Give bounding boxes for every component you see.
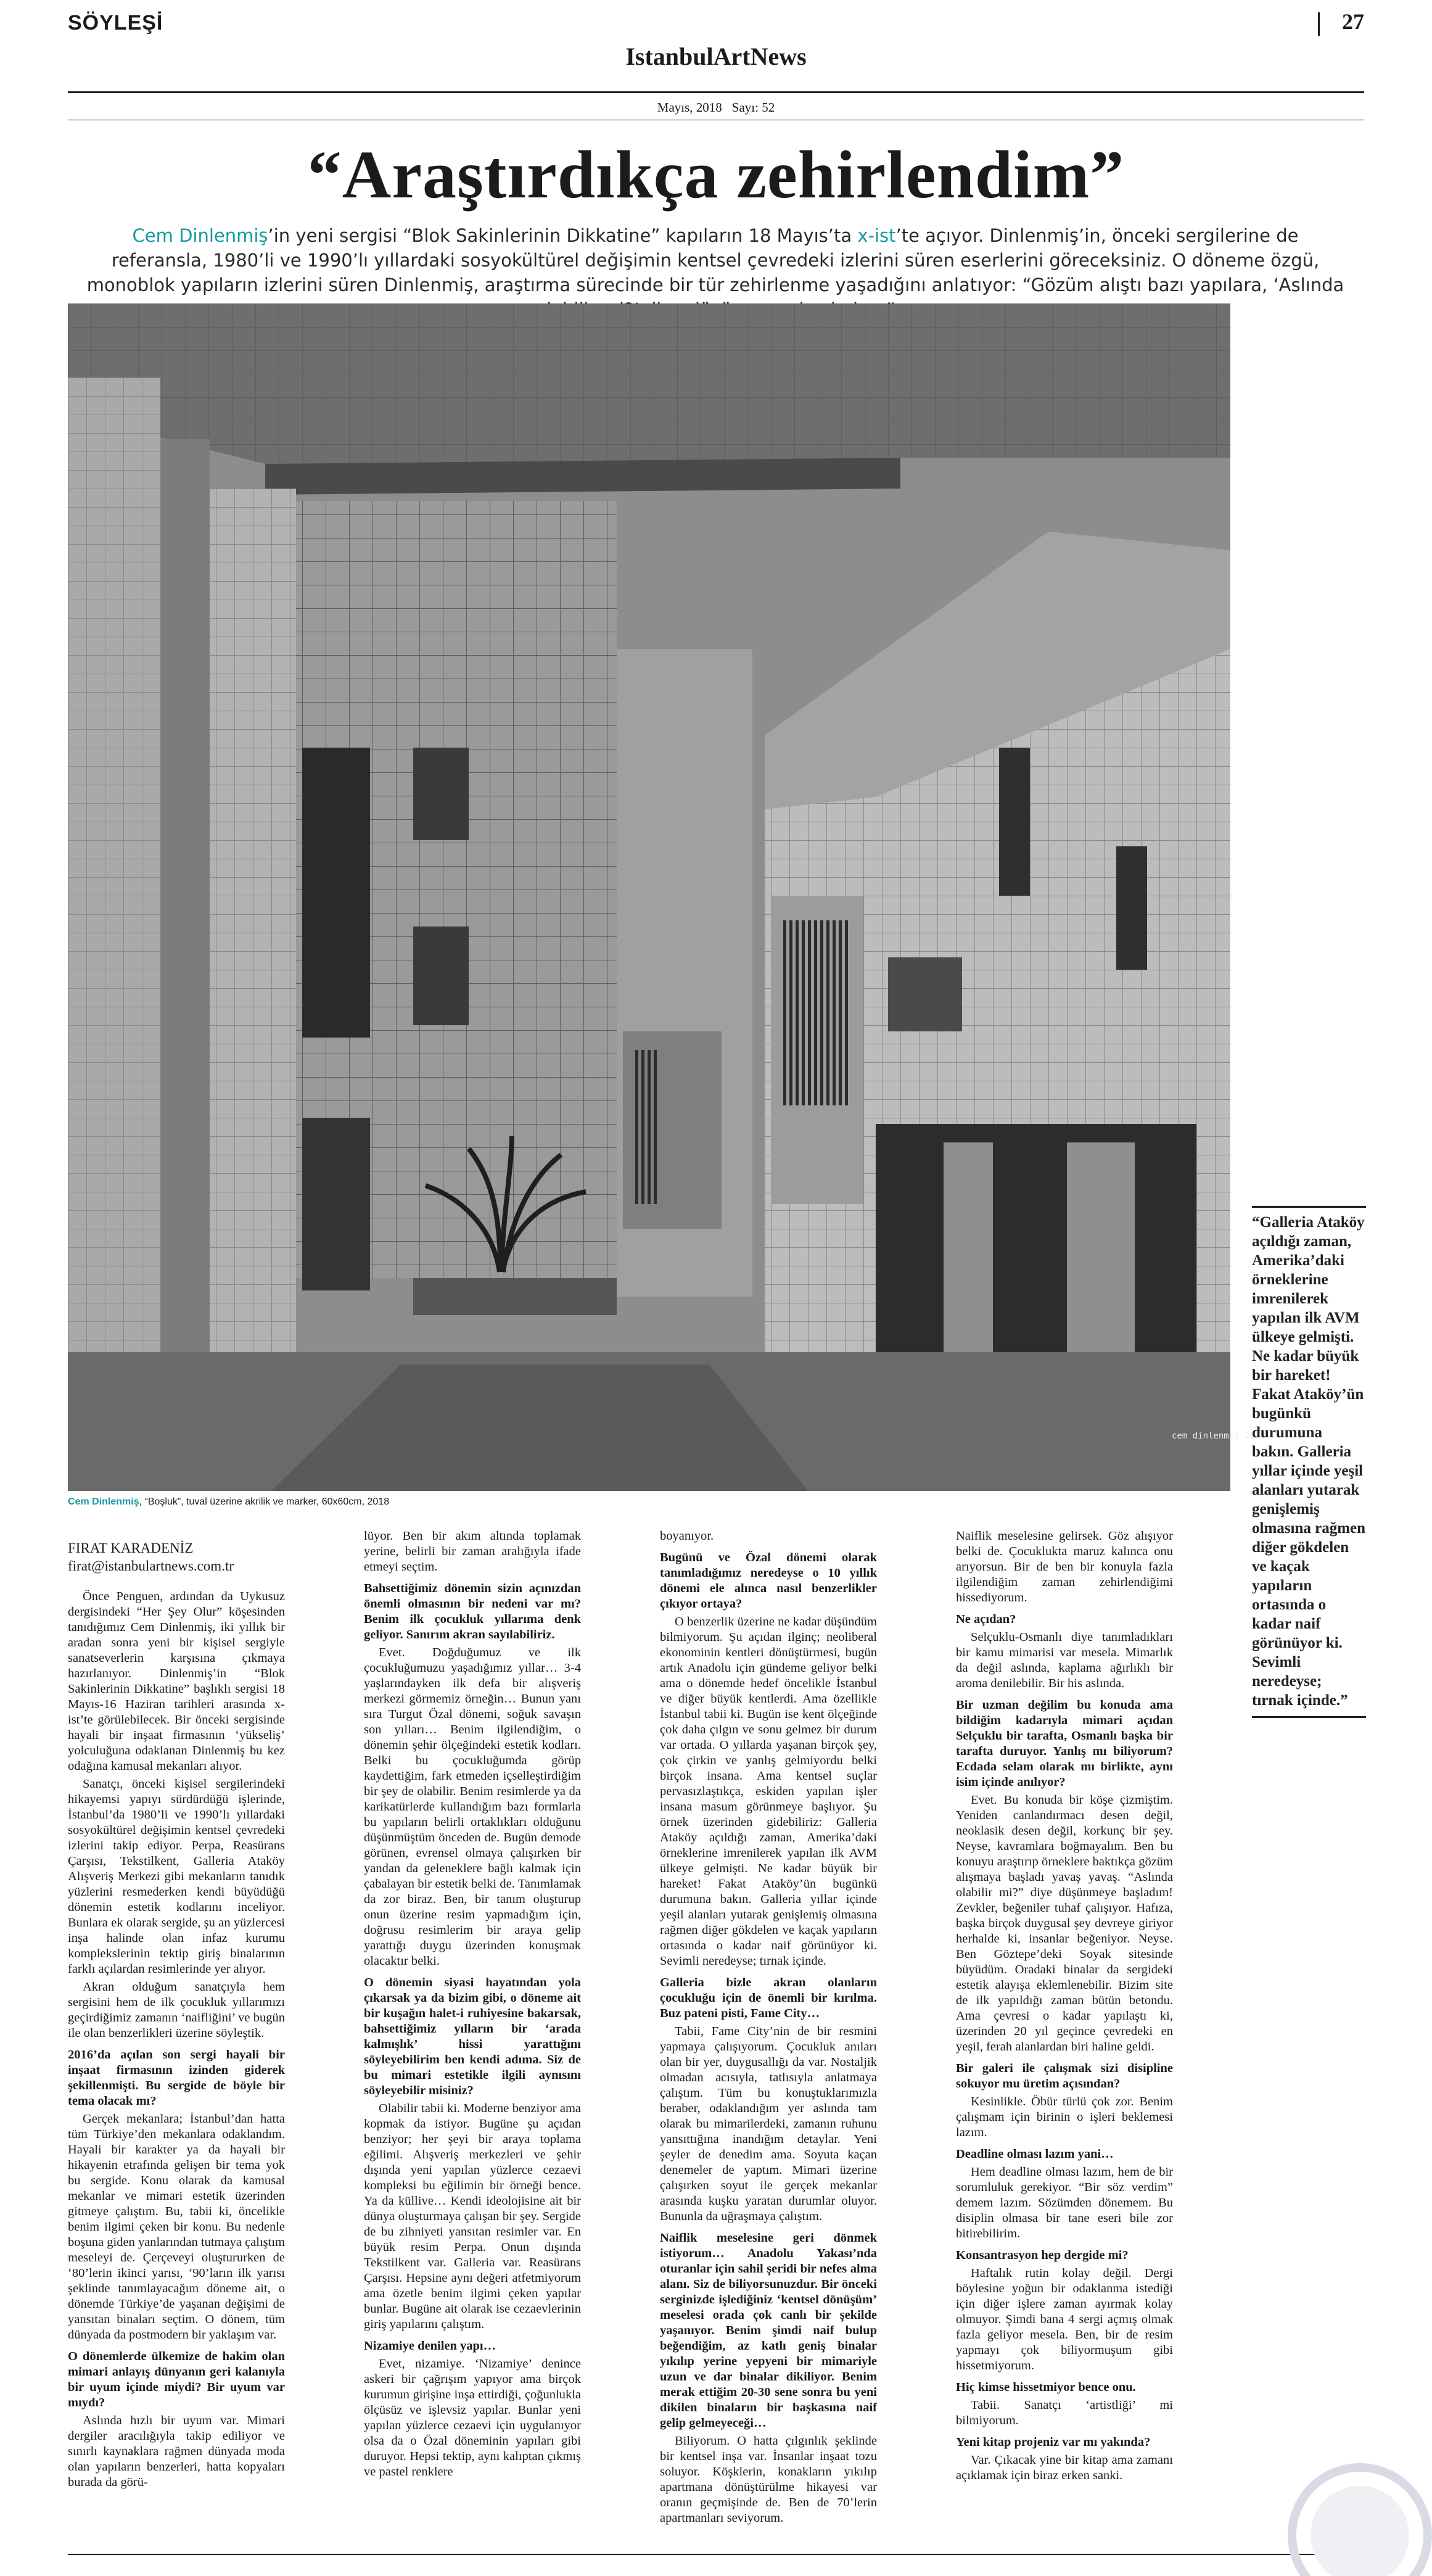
interview-question: Deadline olması lazım yani…: [956, 2147, 1114, 2161]
pull-quote: [1252, 1206, 1366, 1718]
caption-artist: Cem Dinlenmiş: [68, 1496, 139, 1507]
article-paragraph: Akran olduğum sanatçıyla hem sergisini hem de ilk çocukluk yıllarımızı geçirdiğimiz zamanın ‘naifliğini’ ve bugün ile olan benzerlikleri üzerine söyleştik.: [68, 1980, 285, 2040]
headline: “Araştırdıkça zehirlendim”: [307, 137, 1125, 212]
interview-question: Naiflik meselesine geri dönmek istiyorum… Anadolu Yakası’nda oturanlar için sahil şeridi bir nefes alma alanı. Siz de biliyorsunuzdur. Bir önceki serginizde işlediğiniz ‘kentsel dönüşüm’ meselesi orada çok canlı bir şekilde yaşanıyor. Benim şimdi naif bulup beğendiğim, az katlı geniş binalar yıkılıp yerine yepyeni bir mimariyle uzun ve dar binalar dikiliyor. Benim merak ettiğim 20-30 sene sonra bu yeni dikilen binaların bir başkasına naif gelip gelmeyeceği…: [660, 2231, 877, 2430]
article-paragraph: Haftalık rutin kolay değil. Dergi böylesine yoğun bir odaklanma istediği için diğer işlere zaman ayırmak kolay olmuyor. Şimdi bana 4 sergi açmış olmak fazla geliyor mesela. Ben, bir de resim yapmayı çok biliyormuşum gibi hissetmiyorum.: [956, 2266, 1173, 2372]
article-paragraph: Selçuklu-Osmanlı diye tanımladıkları bir kamu mimarisi var mesela. Mimarlık da değil aslında, kaplama ağırlıklı bir aroma denilebilir. Bir his aslında.: [956, 1630, 1173, 1690]
page-number: 27: [1342, 9, 1364, 34]
pull-quote-text: “Galleria Ataköy açıldığı zaman, Amerika’daki örneklerine imrenilerek yapılan ilk AVM ülkeye gelmişti. Ne kadar büyük bir hareket! Fakat Ataköy’ün bugünkü durumuna bakın. Galleria yıllar içinde yeşil alanları yutarak genişlemiş olmasına rağmen diğer gökdelen ve kaçak yapıların ortasında o kadar naif görünüyor ki. Sevimli neredeyse; tırnak içinde.”: [1252, 1214, 1366, 1709]
masthead: IstanbulArtNews: [625, 43, 807, 70]
lede-text-1: ’in yeni sergisi “Blok Sakinlerinin Dikkatine” kapıların 18 Mayıs’ta: [268, 225, 858, 246]
author-name: FIRAT KARADENİZ: [68, 1540, 194, 1556]
issue-date: Mayıs, 2018: [657, 100, 722, 115]
issue-line: [0, 100, 1432, 115]
interview-question: Bahsettiğimiz dönemin sizin açınızdan önemli olmasının bir nedeni var mı? Benim ilk çocukluk yıllarıma denk geliyor. Sanırım akran sayılabiliriz.: [364, 1582, 581, 1641]
interview-question: Galleria bizle akran olanların çocukluğu için de önemli bir kırılma. Buz pateni pisti, Fame City…: [660, 1976, 877, 2020]
interview-question: Ne açıdan?: [956, 1612, 1016, 1626]
artwork-caption: [68, 1496, 1230, 1508]
interview-question: Hiç kimse hissetmiyor bence onu.: [956, 2380, 1136, 2394]
article-paragraph: Aslında hızlı bir uyum var. Mimari dergiler aracılığıyla takip ediliyor ve sınırlı kaynaklara rağmen dünyada moda olan yapıların benzerleri, hatta kopyaları burada da görü-: [68, 2414, 285, 2489]
interview-question: Yeni kitap projeniz var mı yakında?: [956, 2435, 1151, 2449]
article-paragraph: O benzerlik üzerine ne kadar düşündüm bilmiyorum. Şu açıdan ilginç; neoliberal ekonominin kentleri dönüştürmesi, bugün artık Anadolu için gündeme geliyor belki ama o dönemde hedef öncelikle İstanbul ve diğer büyük kentlerdi. Ama özellikle İstanbul tabii ki. Bugün ise kent ölçeğinde çok daha çılgın ve sonu gelmez bir durum var ortada. O yıllarda yaşanan birçok şey, çok çirkin ve yanlış gelmiyordu belki birçok insana. Ama kentsel suçlar pervasızlaştıkça, eskiden yapılan işler insana masum görünmeye başlıyor. Şu örnek üzerinden gidebiliriz: Galleria Ataköy açıldığı zaman, Amerika’daki örneklerine imrenilerek yapılan ilk AVM ülkeye gelmişti. Ne kadar büyük bir hareket! Fakat Ataköy’ün bugünkü durumuna bakın. Galleria yıllar içinde yeşil alanları yutarak genişlemiş olmasına rağmen diğer gökdelen ve kaçak yapıların ortasında o kadar naif görünüyor ki. Sevimli neredeyse; tırnak içinde.: [660, 1615, 877, 1968]
interview-question: Nizamiye denilen yapı…: [364, 2339, 496, 2353]
article-paragraph: Evet. Doğduğumuz ve ilk çocukluğumuzu yaşadığımız yıllar… 3-4 yaşlarındayken ilk defa bir alışveriş merkezi görmemiz örneğin… Bunun yanı sıra Turgut Özal dönemi, soğuk savaşın son yılları… Benim ilgilendiğim, o dönemin şehir ölçeğindeki estetik kodları. Belki bu çocukluğumda görüp kaydettiğim, fark etmeden içselleştirdiğim bir şey de olabilir. Benim resimlerde ya da karikatürlerde kullandığım bazı formlarla bu yapıların belirli ortaklıkları olduğunu düşünmüştüm önceden de. Bugün demode görünen, evrensel olmaya çalışırken bir yandan da geleneklere bağlı kalmak için çabalayan bir estetik belki de. Tanımlamak da zor biraz. Ben, bir tanım oluşturup onun üzerine resim yapmadığım için, doğrusu resimlerim bir araya gelip yarattığı duygu üzerinden konuşmak olacaktır belki.: [364, 1646, 581, 1968]
page-number-block: [1318, 9, 1364, 36]
lede-gallery-name: x-ist: [857, 225, 896, 246]
interview-question: Bir galeri ile çalışmak sizi disipline sokuyor mu üretim açısından?: [956, 2062, 1173, 2091]
interview-question: 2016’da açılan son sergi hayali bir inşaat firmasının izinden giderek şekillenmişti. Bu sergide de böyle bir tema olacak mı?: [68, 2048, 285, 2108]
article-paragraph: Gerçek mekanlara; İstanbul’dan hatta tüm Türkiye’den mekanlara odaklandım. Hayali bir karakter ya da hayali bir hikayenin etrafında gelişen bir tema yok bu sergide. Konu olarak da kamusal mekanlar ve mimari estetik üzerinden gitmeye çalıştım. Bu, tabii ki, öncelikle benim ilgimi çeken bir konu. Bu nedenle boşuna giden yanlarından tutmaya çalıştım meseleyi de. Çerçeveyi oluştururken de ‘80’lerin ikinci yarısı, ‘90’ların ilk yarısı şeklinde tanımlayacağım döneme ait, o dönemde Türkiye’de yaşanan değişimi de yansıtan binaları seçtim. O dönem, tüm dünyada da postmodern bir yaklaşım var.: [68, 2112, 285, 2342]
page-divider: [1318, 12, 1320, 36]
lede-artist-name: Cem Dinlenmiş: [132, 225, 268, 246]
interview-question: Bir uzman değilim bu konuda ama bildiğim kadarıyla mimari açıdan Selçuklu bir tarafta, Osmanlı başka bir tarafta duruyor. Yanlış mı biliyorum? Ecdada selam olarak mı birlikte, aynı isim içinde anılıyor?: [956, 1698, 1173, 1789]
article-paragraph: Tabii. Sanatçı ‘artistliği’ mi bilmiyorum.: [956, 2398, 1173, 2427]
decorative-planet-icon: [1280, 2443, 1422, 2572]
article-paragraph: Naiflik meselesine gelirsek. Göz alışıyor belki de. Çocuklukta maruz kalınca onu arıyorsun. Bir de ben bir konuyla fazla ilgilendiğim zaman zehirlendiğimi hissediyorum.: [956, 1529, 1173, 1604]
article-paragraph: Hem deadline olması lazım, hem de bir sorumluluk gerekiyor. “Bir söz verdim” demem lazım. Sözümden dönemem. Bu disiplin olmasa bir tane eseri bile zor bitirebilirim.: [956, 2165, 1173, 2240]
caption-text: , “Boşluk”, tuval üzerine akrilik ve marker, 60x60cm, 2018: [139, 1496, 390, 1507]
interview-question: O dönemlerde ülkemize de hakim olan mimari anlayış dünyanın geri kalanıyla bir uyum içinde miydi? Bir uyum var mıydı?: [68, 2350, 285, 2409]
article-paragraph: Önce Penguen, ardından da Uykusuz dergisindeki “Her Şey Olur” köşesinden tanıdığımız Cem Dinlenmiş, iki yıllık bir aradan sonra yeni bir kişisel sergiyle sanatseverlerin karşısına çıkmaya hazırlanıyor. Dinlenmiş’in “Blok Sakinlerinin Dikkatine” başlıklı sergisi 18 Mayıs-16 Haziran tarihleri arasında x-ist’te görülebilecek. Bir önceki sergisinde hayali bir inşaat firmasının ‘yükseliş’ yolculuğuna odaklanan Dinlenmiş bu kez odağına kamusal mekanları alıyor.: [68, 1590, 285, 1773]
article-paragraph: Biliyorum. O hatta çılgınlık şeklinde bir kentsel inşa var. İnsanlar inşaat tozu soluyor. Köşklerin, konakların yıkılıp apartmana dönüştürülme hikayesi var oranın geçmişinde de. Ben de 70’lerin apartmanları seviyorum.: [660, 2434, 877, 2525]
interview-question: Bugünü ve Özal dönemi olarak tanımladığımız neredeyse o 10 yıllık dönemi ele alınca nasıl benzerlikler çıkıyor ortaya?: [660, 1551, 877, 1611]
artwork-illustration: [68, 303, 1265, 1491]
interview-question: Konsantrasyon hep dergide mi?: [956, 2248, 1129, 2262]
article-paragraph: Olabilir tabii ki. Moderne benziyor ama kopmak da istiyor. Bugüne şu açıdan benziyor; her şeyi bir araya toplama eğilimi. Alışveriş merkezleri ve şehir dışında yeni yapılan yüzlerce cezaevi kompleksi bu eğilimin bir örneği bence. Ya da küllive… Kendi ideolojisine ait bir dünya oluşturmaya çalışan bir şey. Sergide de bu zihniyeti yansıtan resimler var. En büyük resim Perpa. Onun dışında Tekstilkent var. Galleria var. Reasürans Çarşısı. Hepsine aynı değeri atfetmiyorum ama özetle benim ilgimi çeken yapılar bunlar. Bugüne ait olarak ise cezaevlerinin giriş yapılarını çalıştım.: [364, 2102, 581, 2331]
article-paragraph: Sanatçı, önceki kişisel sergilerindeki hikayemsi yapıyı sürdürdüğü işlerinde, İstanbul’da 1980’li ve 1990’lı yıllardaki sosyokültürel değişimin kentsel çevredeki izlerini takip ediyor. Perpa, Reasürans Çarşısı, Tekstilkent, Galleria Ataköy Alışveriş Merkezi gibi mekanların tanıdık yüzlerini resmederken kendi büyüdüğü dönemin estetik kodlarını inceliyor. Bunlara ek olarak sergide, şu an yüzlercesi inşa halinde olan infaz kurumu komplekslerinin tektip giriş binalarının farklı açılardan resimlerinde yer alıyor.: [68, 1777, 285, 1976]
footer-rule: [68, 2554, 1364, 2555]
lede-text-2: ’te açıyor. Dinlenmiş’in, önceki sergilerine de referansla, 1980’li ve 1990’lı yıllardaki sosyokültürel değişimin kentsel çevredeki izlerini süren eserlerini göreceksiniz. O döneme özgü, monoblok yapıların izlerini süren Dinlenmiş, araştırma sürecinde bir tür zehirlenme yaşadığını anlatıyor: “Gözüm alıştı bazı yapılara, ‘Aslında: [86, 225, 1344, 295]
section-label: SÖYLEŞİ: [68, 11, 163, 35]
article-paragraph: boyanıyor.: [660, 1529, 714, 1543]
article-paragraph: Tabii, Fame City’nin de bir resmini yapmaya çalışıyorum. Çocukluk anıları olan bir yer, duygusallığı da var. Nostaljik olmadan acısıyla, tatlısıyla anlatmaya çalıştım. Tüm bu konuştuklarımızla beraber, odaklandığım yer aslında tam olarak bu mimarilerdeki, zamanın ruhunu yansıttığına inandığım detaylar. Yeni şeyler de denedim ama. Soyuta kaçan denemeler de yaptım. Mimari üzerine çalışırken soyut ile gerçek mekanlar arasında kuşku yaratan durumlar oluyor. Bununla da uğraşmaya çalıştım.: [660, 2025, 877, 2223]
article-paragraph: Evet, nizamiye. ‘Nizamiye’ denince askeri bir çağrışım yapıyor ama birçok kurumun girişine inşa ettirdiği, çoğunlukla ölçüsüz ve işlevsiz yapılar. Bunlar yeni yapılan yüzlerce cezaevi için uygulanıyor olsa da o Özal döneminin yapıları gibi duruyor. Hepsi tektip, aynı kalıptan çıkmış ve pastel renklere: [364, 2357, 581, 2479]
article-column-2: [364, 1529, 581, 2482]
article-paragraph: lüyor. Ben bir akım altında toplamak yerine, belirli bir zaman aralığıyla ifade etmeyi seçtim.: [364, 1529, 581, 1574]
article-column-3: [660, 1529, 877, 2529]
article-paragraph: Var. Çıkacak yine bir kitap ama zamanı açıklamak için biraz erken sanki.: [956, 2453, 1173, 2482]
byline: [68, 1539, 278, 1575]
article-column-4: [956, 1529, 1173, 2486]
author-email: firat@istanbulartnews.com.tr: [68, 1558, 234, 1574]
artwork-painting: [68, 303, 1265, 1491]
issue-number: Sayı: 52: [731, 100, 775, 115]
article-paragraph: Evet. Bu konuda bir köşe çizmiştim. Yeniden canlandırmacı desen değil, neoklasik desen değil, korkunç bir şey. Neyse, kavramlara boğmayalım. Ben bu konuyu araştırıp örneklere baktıkça gözüm alışmaya başladı yavaş yavaş. “Aslında olabilir mi?” diye düşünmeye başladım! Zevkler, beğeniler tuhaf çalışıyor. Hafıza, başka birçok duygusal şey devreye giriyor herhalde ki, insanlar beğeniyor. Neyse. Ben Göztepe’deki Soyak sitesinde büyüdüm. Oradaki binalar da sergideki estetik alayışa eklemlenebilir. Bizim site de ilk yapıldığı zaman bütün betondu. Ama çevresi o kadar yapılaştı ki, üzerinden 20 yıl geçince çevredeki en yeşil, ferah alanlardan biri haline geldi.: [956, 1793, 1173, 2054]
artwork-signature: cem dinlenmiş 2018: [1172, 1431, 1265, 1441]
interview-question: O dönemin siyasi hayatından yola çıkarsak ya da bizim gibi, o döneme ait bir kuşağın halet-i ruhiyesine bakarsak, bahsettiğimiz yılların bir ‘arada kalmışlık’ hissi yarattığını söyleyebilirim ben kendi adıma. Siz de bu mimari estetikle ilgili aynısını söyleyebilir misiniz?: [364, 1976, 581, 2097]
header-rule-top: [68, 91, 1364, 93]
article-column-1: [68, 1589, 285, 2493]
article-paragraph: Kesinlikle. Öbür türlü çok zor. Benim çalışmam için birinin o işleri beklemesi lazım.: [956, 2095, 1173, 2139]
